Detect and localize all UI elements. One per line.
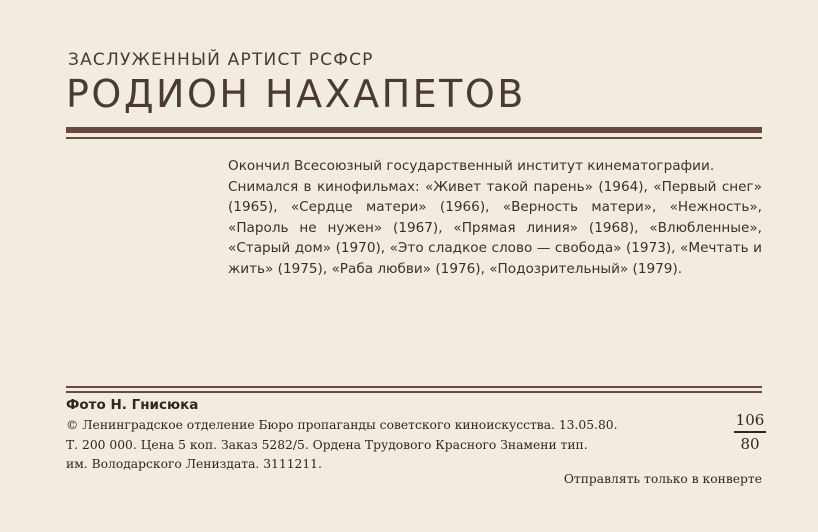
catalog-number-top: 106: [735, 411, 765, 429]
photo-credit: Фото Н. Гнисюка: [66, 397, 199, 413]
fraction-line: [734, 431, 766, 433]
copyright-icon: ©: [66, 418, 79, 432]
divider-thin: [66, 137, 762, 139]
footer-divider-2: [66, 391, 762, 393]
bio-education: Окончил Всесоюзный государственный институт кинематографии.: [228, 158, 715, 174]
divider-thick: [66, 127, 762, 133]
bio-filmography: Снимался в кинофильмах: «Живет такой парень» (1964), «Первый снег» (1965), «Сердце матери» (1966), «Верность матери», «Нежность», «Пароль не нужен» (1967), «Прямая линия» (1968), «Влюбленные», «Старый дом» (1970), «Это сладкое слово — свобода» (1973), «Мечтать и жить» (1975), «Раба любви» (1976), «Подозрительный» (1979).: [228, 178, 762, 277]
imprint-text-1: Ленинградское отделение Бюро пропаганды советского киноискусства. 13.05.80.: [82, 418, 618, 432]
catalog-number: [734, 410, 766, 454]
page-title: РОДИОН НАХАПЕТОВ: [66, 72, 526, 116]
subtitle: ЗАСЛУЖЕННЫЙ АРТИСТ РСФСР: [68, 50, 374, 70]
imprint-line-2: Т. 200 000. Цена 5 коп. Заказ 5282/5. Ордена Трудового Красного Знамени тип.: [66, 437, 588, 452]
send-note: Отправлять только в конверте: [563, 472, 762, 486]
imprint: [66, 416, 716, 475]
footer-divider-1: [66, 386, 762, 388]
biography: [228, 156, 762, 279]
catalog-number-bottom: 80: [740, 434, 760, 453]
imprint-line-1: [66, 416, 716, 436]
imprint-line-3: им. Володарского Лениздата. 3111211.: [66, 457, 322, 471]
